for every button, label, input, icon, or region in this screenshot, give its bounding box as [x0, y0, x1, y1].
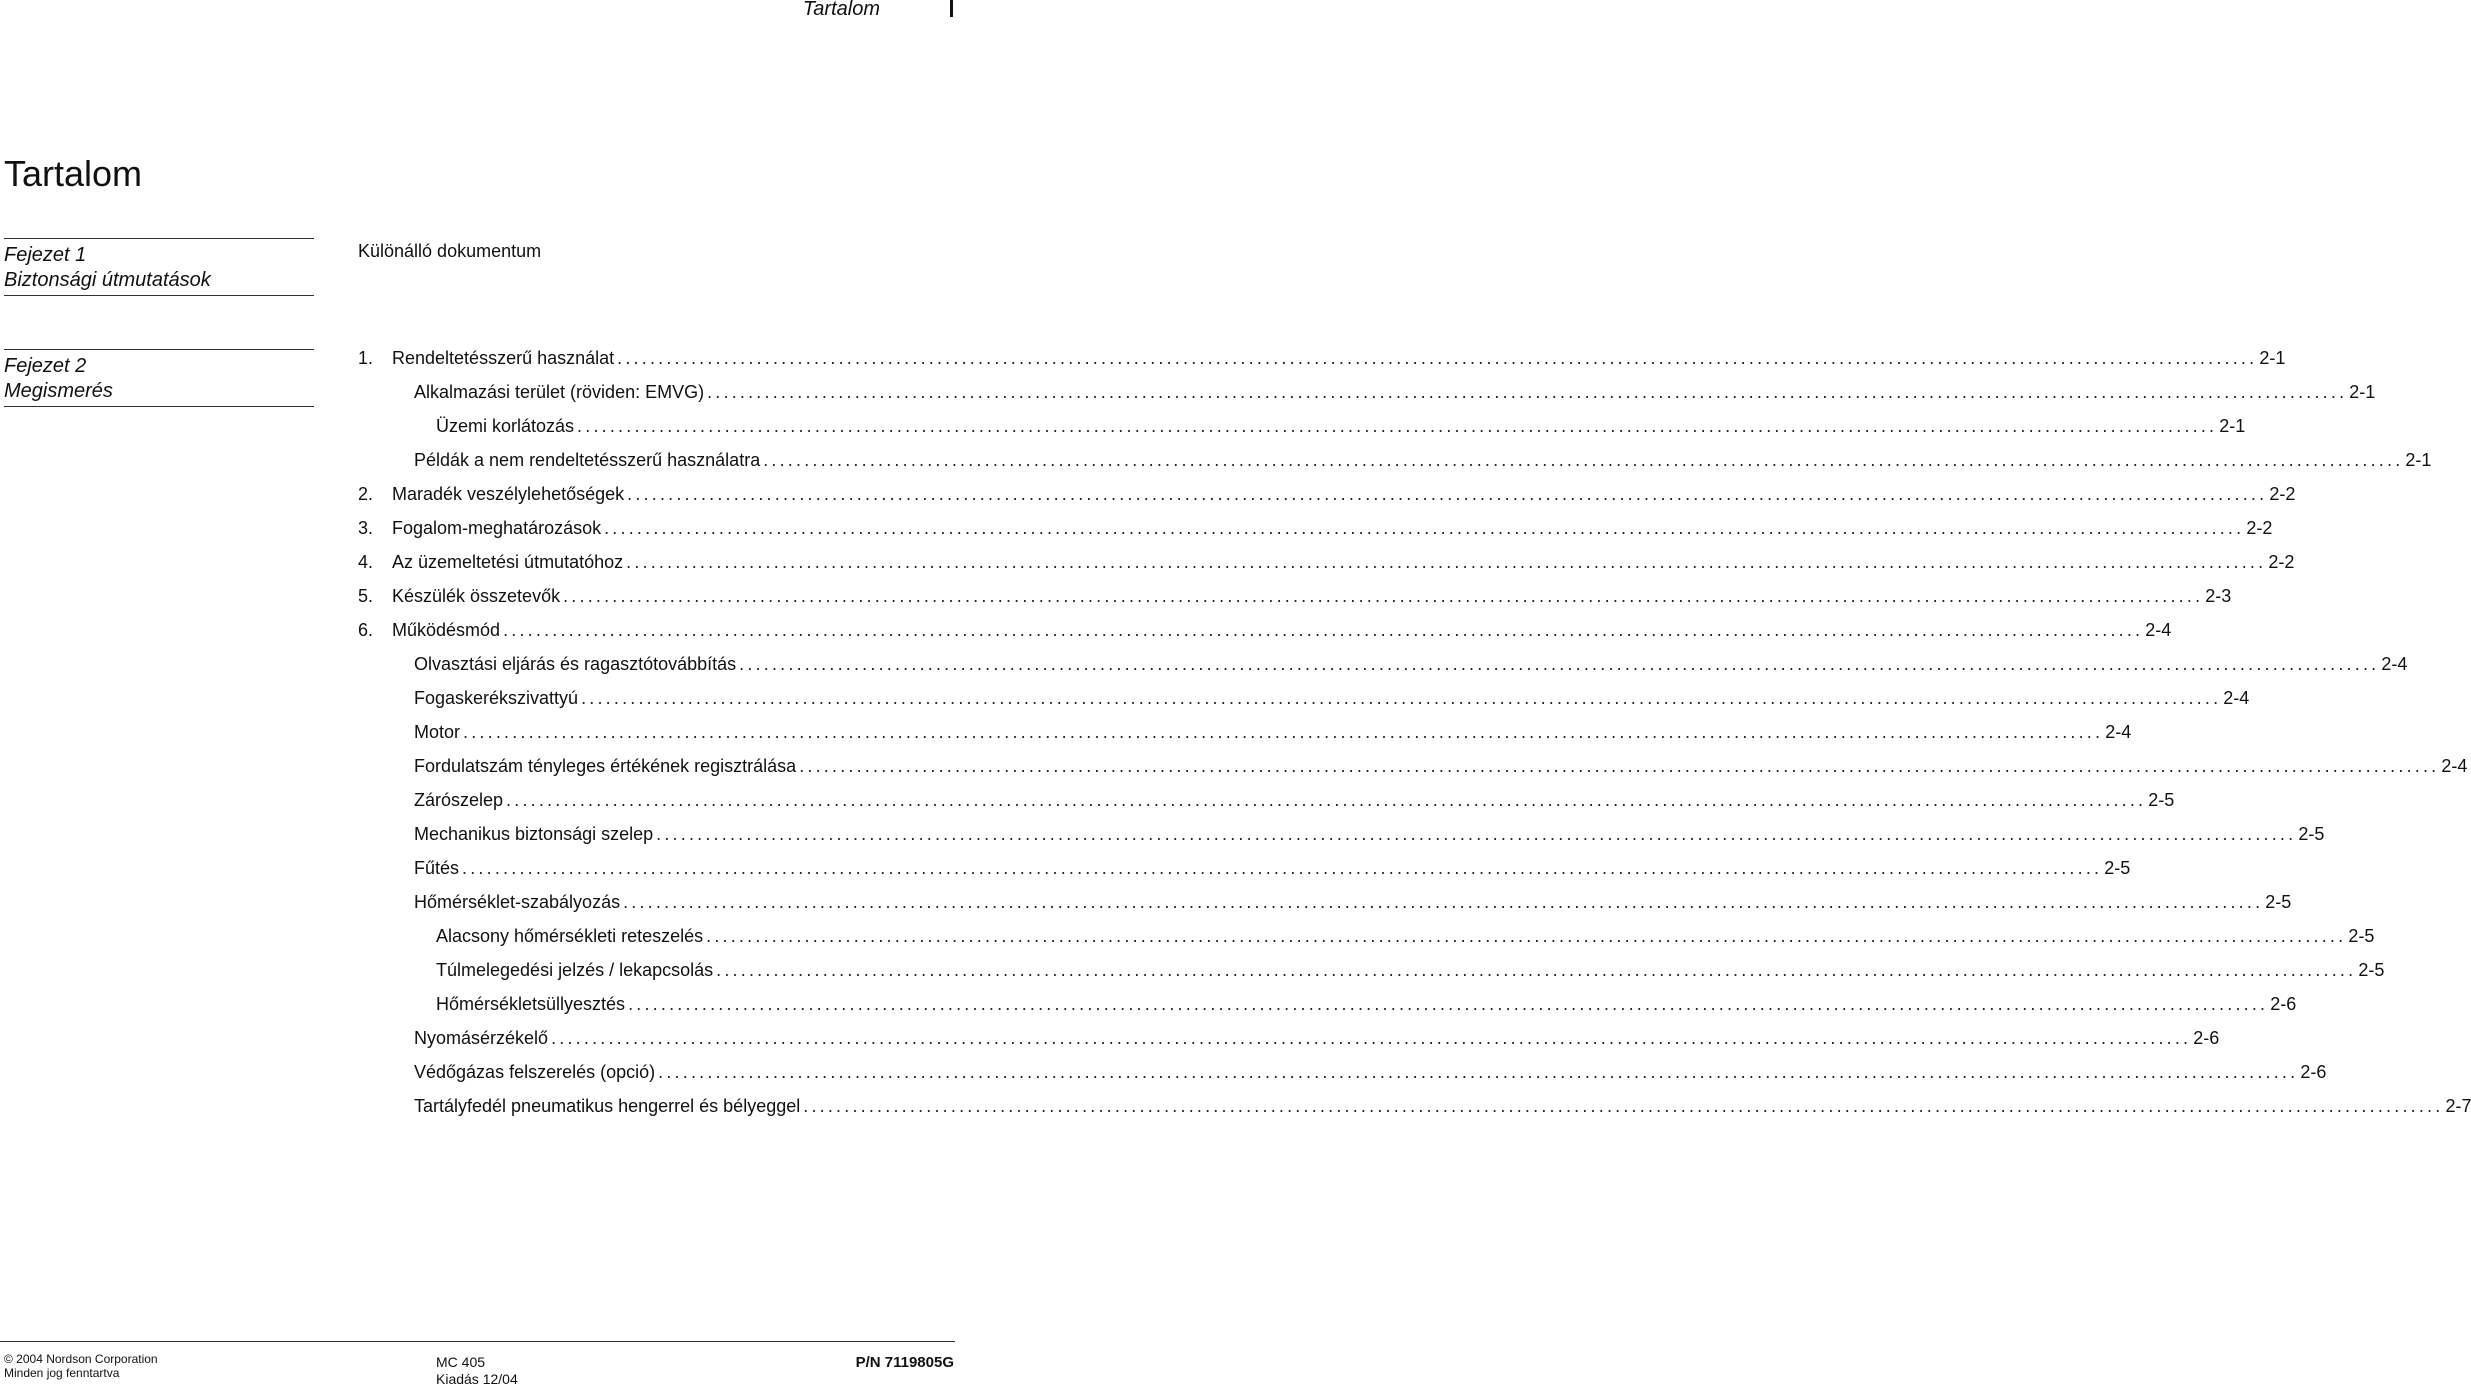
toc-leader: ........................................................................................................................................................................................................	[627, 484, 2268, 504]
toc-leader: ........................................................................................................................................................................................................	[462, 858, 2103, 878]
toc-entry-title: Rendeltetésszerű használat	[392, 348, 615, 368]
chapter-2-number: Fejezet 2	[4, 355, 87, 377]
toc-entry-page: 2-5	[2104, 858, 2131, 878]
toc-leader: ........................................................................................................................................................................................................	[706, 926, 2347, 946]
toc-leader: ........................................................................................................................................................................................................	[463, 722, 2104, 742]
toc-entry-page: 2-4	[2223, 688, 2250, 708]
toc-entry[interactable]	[358, 548, 2295, 582]
toc-entry-page: 2-5	[2348, 926, 2375, 946]
toc-entry-page: 2-4	[2381, 654, 2408, 674]
toc-entry-page: 2-4	[2105, 722, 2132, 742]
toc-entry-title: Olvasztási eljárás és ragasztótovábbítás	[414, 654, 737, 674]
toc-entry-title: Fűtés	[414, 858, 460, 878]
toc-entry-page: 2-1	[2259, 348, 2286, 368]
toc-leader: ........................................................................................................................................................................................................	[506, 790, 2147, 810]
chapter-1-title: Biztonsági útmutatások	[4, 269, 211, 291]
toc-entry-title: Zárószelep	[414, 790, 504, 810]
page-title: Tartalom	[4, 153, 143, 194]
toc-entry[interactable]	[358, 514, 2273, 548]
toc-leader: ........................................................................................................................................................................................................	[739, 654, 2380, 674]
toc-leader: ........................................................................................................................................................................................................	[617, 348, 2258, 368]
toc-leader: ........................................................................................................................................................................................................	[581, 688, 2222, 708]
chapter-2-title: Megismerés	[4, 380, 113, 402]
toc-leader: ........................................................................................................................................................................................................	[551, 1028, 2192, 1048]
toc-entry[interactable]	[358, 446, 2432, 480]
toc-entry-page: 2-2	[2269, 484, 2296, 504]
toc-entry-title: Fogaskerékszivattyú	[414, 688, 579, 708]
toc-entry[interactable]	[358, 684, 2250, 718]
footer-center-block	[436, 1354, 518, 1388]
toc-entry[interactable]	[358, 650, 2408, 684]
toc-leader: ........................................................................................................................................................................................................	[623, 892, 2264, 912]
toc-entry-title: Védőgázas felszerelés (opció)	[414, 1062, 656, 1082]
chapter-2-heading	[4, 349, 314, 407]
running-header-title: Tartalom	[802, 0, 880, 20]
toc-entry-title: Mechanikus biztonsági szelep	[414, 824, 654, 844]
footer-copyright-block	[4, 1352, 158, 1380]
toc-entry-title: Működésmód	[392, 620, 501, 640]
toc-leader: ........................................................................................................................................................................................................	[577, 416, 2218, 436]
toc-entry-number: 3.	[358, 518, 374, 538]
toc-entry-page: 2-6	[2300, 1062, 2327, 1082]
toc-entry-title: Túlmelegedési jelzés / lekapcsolás	[436, 960, 714, 980]
toc-entry[interactable]	[358, 1092, 2471, 1126]
toc-entry[interactable]	[358, 990, 2297, 1024]
toc-entry-title: Hőmérsékletsüllyesztés	[436, 994, 626, 1014]
toc-entry-title: Az üzemeltetési útmutatóhoz	[392, 552, 624, 572]
toc-entry[interactable]	[358, 820, 2325, 854]
toc-entry-page: 2-5	[2298, 824, 2325, 844]
toc-leader: ........................................................................................................................................................................................................	[563, 586, 2204, 606]
toc-entry[interactable]	[358, 854, 2131, 888]
header-page-marker	[950, 0, 953, 17]
table-of-contents	[358, 344, 2471, 1126]
toc-entry-title: Motor	[414, 722, 461, 742]
toc-entry-page: 2-4	[2441, 756, 2468, 776]
toc-entry-title: Maradék veszélylehetőségek	[392, 484, 625, 504]
toc-entry-page: 2-5	[2148, 790, 2175, 810]
toc-leader: ........................................................................................................................................................................................................	[656, 824, 2297, 844]
toc-entry-page: 2-7	[2445, 1096, 2471, 1116]
toc-entry[interactable]	[358, 956, 2385, 990]
toc-entry-page: 2-5	[2358, 960, 2385, 980]
footer-rights: Minden jog fenntartva	[4, 1366, 120, 1380]
toc-leader: ........................................................................................................................................................................................................	[658, 1062, 2299, 1082]
toc-entry-page: 2-1	[2349, 382, 2376, 402]
toc-leader: ........................................................................................................................................................................................................	[763, 450, 2404, 470]
toc-entry-number: 2.	[358, 484, 374, 504]
toc-entry[interactable]	[358, 344, 2286, 378]
toc-entry-number: 5.	[358, 586, 374, 606]
toc-entry-page: 2-1	[2219, 416, 2246, 436]
toc-entry[interactable]	[358, 786, 2175, 820]
toc-entry[interactable]	[358, 616, 2172, 650]
toc-entry-title: Hőmérséklet-szabályozás	[414, 892, 621, 912]
footer-model: MC 405	[436, 1354, 486, 1370]
toc-entry-number: 6.	[358, 620, 374, 640]
toc-entry[interactable]	[358, 378, 2376, 412]
chapter-1-note: Különálló dokumentum	[358, 241, 542, 261]
chapter-1-heading	[4, 238, 314, 296]
toc-leader: ........................................................................................................................................................................................................	[626, 552, 2267, 572]
toc-entry[interactable]	[358, 752, 2468, 786]
toc-entry-page: 2-5	[2265, 892, 2292, 912]
toc-entry-title: Készülék összetevők	[392, 586, 561, 606]
toc-entry-title: Alacsony hőmérsékleti reteszelés	[436, 926, 704, 946]
toc-entry[interactable]	[358, 582, 2232, 616]
toc-leader: ........................................................................................................................................................................................................	[604, 518, 2245, 538]
toc-entry-title: Nyomásérzékelő	[414, 1028, 549, 1048]
toc-entry-page: 2-1	[2405, 450, 2432, 470]
toc-leader: ........................................................................................................................................................................................................	[803, 1096, 2444, 1116]
toc-entry-page: 2-3	[2205, 586, 2232, 606]
toc-entry[interactable]	[358, 412, 2246, 446]
toc-entry-title: Fogalom-meghatározások	[392, 518, 602, 538]
toc-entry[interactable]	[358, 1024, 2220, 1058]
toc-entry-number: 4.	[358, 552, 374, 572]
toc-entry-page: 2-2	[2246, 518, 2273, 538]
toc-entry-title: Alkalmazási terület (röviden: EMVG)	[414, 382, 705, 402]
toc-entry[interactable]	[358, 480, 2296, 514]
toc-entry-page: 2-6	[2193, 1028, 2220, 1048]
footer-part-number: P/N 7119805G	[855, 1354, 954, 1371]
toc-entry-number: 1.	[358, 348, 374, 368]
toc-entry[interactable]	[358, 1058, 2327, 1092]
toc-entry-title: Fordulatszám tényleges értékének regisztrálása	[414, 756, 797, 776]
toc-leader: ........................................................................................................................................................................................................	[716, 960, 2357, 980]
toc-leader: ........................................................................................................................................................................................................	[799, 756, 2440, 776]
toc-leader: ........................................................................................................................................................................................................	[707, 382, 2348, 402]
toc-entry[interactable]	[358, 922, 2375, 956]
footer-edition: Kiadás 12/04	[436, 1371, 518, 1387]
toc-entry-page: 2-4	[2145, 620, 2172, 640]
toc-entry-title: Példák a nem rendeltetésszerű használatra	[414, 450, 761, 470]
toc-entry[interactable]	[358, 888, 2292, 922]
toc-entry-page: 2-6	[2270, 994, 2297, 1014]
toc-entry-title: Üzemi korlátozás	[436, 416, 575, 436]
toc-leader: ........................................................................................................................................................................................................	[503, 620, 2144, 640]
toc-entry[interactable]	[358, 718, 2132, 752]
toc-leader: ........................................................................................................................................................................................................	[628, 994, 2269, 1014]
chapter-1-number: Fejezet 1	[4, 244, 87, 266]
toc-entry-page: 2-2	[2268, 552, 2295, 572]
toc-entry-title: Tartályfedél pneumatikus hengerrel és bélyeggel	[414, 1096, 801, 1116]
footer-rule	[0, 1341, 955, 1342]
footer-copyright: © 2004 Nordson Corporation	[4, 1352, 158, 1366]
